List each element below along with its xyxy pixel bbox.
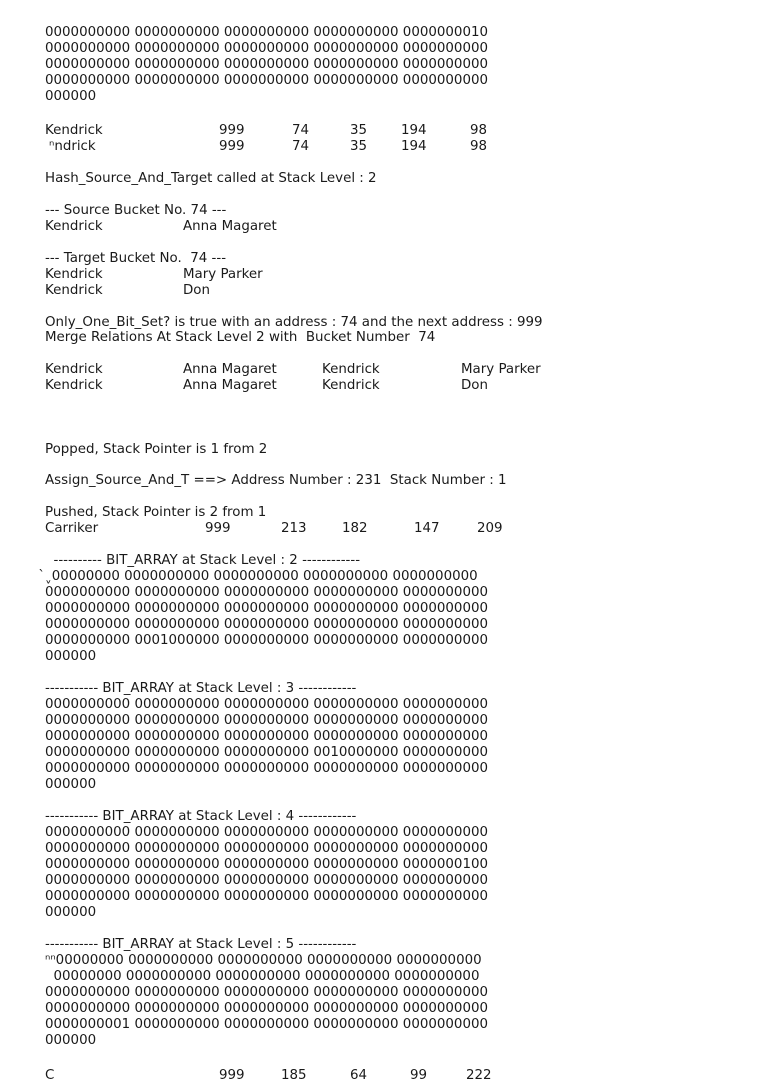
log-line: Only_One_Bit_Set? is true with an address : 74 and the next address : 999 — [45, 315, 543, 330]
bit-array-line: 0000000000 0000000000 0000000000 0000000000 0000000000 — [45, 57, 489, 72]
bit-array-line: 0000000000 0000000000 0000000000 0000000000 0000000000 — [45, 889, 489, 904]
record-name: Carriker — [45, 521, 99, 536]
record-name: C — [45, 1068, 55, 1083]
merge-cell: Don — [461, 378, 488, 393]
record-value: 35 — [350, 123, 368, 138]
bucket-value: Don — [183, 283, 210, 298]
bit-array-line: 0000000001 0000000000 0000000000 0000000000 0000000000 — [45, 1017, 489, 1032]
bit-array-header: ----------- BIT_ARRAY at Stack Level : 3 ------------ — [45, 681, 357, 696]
log-line: --- Target Bucket No. 74 --- — [45, 251, 227, 266]
merge-cell: Anna Magaret — [183, 378, 277, 393]
log-line: Popped, Stack Pointer is 1 from 2 — [45, 442, 268, 457]
record-name: Kendrick — [45, 123, 103, 138]
record-value: 213 — [281, 521, 307, 536]
log-line: Hash_Source_And_Target called at Stack Level : 2 — [45, 171, 377, 186]
bit-array-line: 000000 — [45, 777, 97, 792]
bit-array-line: 0000000000 0000000000 0000000000 0000000000 0000000000 — [45, 873, 489, 888]
record-value: 147 — [414, 521, 440, 536]
bit-array-line: 000000 — [45, 649, 97, 664]
log-line: --- Source Bucket No. 74 --- — [45, 203, 227, 218]
record-value: 185 — [281, 1068, 307, 1083]
bit-array-line: 000000 — [45, 89, 97, 104]
bit-array-line: 0000000000 0000000000 0000000000 0000000000 0000000000 — [45, 697, 489, 712]
record-value: 74 — [292, 123, 310, 138]
bit-array-line: 0000000000 0000000000 0000000000 0010000000 0000000000 — [45, 745, 489, 760]
bucket-value: Mary Parker — [183, 267, 263, 282]
bit-array-line: 0000000000 0000000000 0000000000 0000000000 0000000000 — [45, 585, 489, 600]
bit-array-line: 0000000000 0000000000 0000000000 0000000000 0000000100 — [45, 857, 489, 872]
record-name: ⁿndrick — [49, 139, 96, 154]
bit-array-line: 0000000000 0000000000 0000000000 0000000000 0000000000 — [45, 713, 489, 728]
record-value: 35 — [350, 139, 368, 154]
bit-array-line: 0000000000 0000000000 0000000000 0000000000 0000000000 — [45, 73, 489, 88]
record-value: 182 — [342, 521, 368, 536]
bit-array-line: 0000000000 0000000000 0000000000 0000000000 0000000010 — [45, 25, 489, 40]
bit-array-line: 0000000000 0000000000 0000000000 0000000000 0000000000 — [45, 1001, 489, 1016]
bit-array-line: 00000000 0000000000 0000000000 0000000000 0000000000 — [45, 969, 480, 984]
merge-cell: Anna Magaret — [183, 362, 277, 377]
bit-array-line: 0000000000 0001000000 0000000000 0000000000 0000000000 — [45, 633, 489, 648]
record-value: 222 — [466, 1068, 492, 1083]
bit-array-line: 0000000000 0000000000 0000000000 0000000000 0000000000 — [45, 825, 489, 840]
bit-array-line: 0000000000 0000000000 0000000000 0000000000 0000000000 — [45, 985, 489, 1000]
merge-cell: Mary Parker — [461, 362, 541, 377]
record-value: 999 — [219, 1068, 245, 1083]
bucket-value: Anna Magaret — [183, 219, 277, 234]
bit-array-header: ---------- BIT_ARRAY at Stack Level : 2 ------------ — [45, 553, 361, 568]
bit-array-line: 0000000000 0000000000 0000000000 0000000000 0000000000 — [45, 729, 489, 744]
bit-array-line: 000000 — [45, 1033, 97, 1048]
bucket-name: Kendrick — [45, 283, 103, 298]
record-value: 74 — [292, 139, 310, 154]
bit-array-line: 0000000000 0000000000 0000000000 0000000000 0000000000 — [45, 841, 489, 856]
merge-cell: Kendrick — [45, 362, 103, 377]
bucket-name: Kendrick — [45, 219, 103, 234]
log-line: Assign_Source_And_T ==> Address Number : 231 Stack Number : 1 — [45, 473, 507, 488]
record-value: 999 — [205, 521, 231, 536]
record-value: 64 — [350, 1068, 368, 1083]
bucket-name: Kendrick — [45, 267, 103, 282]
bit-array-line: 0000000000 0000000000 0000000000 0000000000 0000000000 — [45, 41, 489, 56]
cutoff-row — [0, 1064, 760, 1089]
merge-cell: Kendrick — [322, 362, 380, 377]
merge-cell: Kendrick — [322, 378, 380, 393]
record-value: 194 — [401, 139, 427, 154]
merge-cell: Kendrick — [45, 378, 103, 393]
bit-array-line: ⁿⁿ00000000 0000000000 0000000000 0000000000 0000000000 — [45, 953, 482, 968]
bit-array-line: 0000000000 0000000000 0000000000 0000000000 0000000000 — [45, 601, 489, 616]
bit-array-header: ----------- BIT_ARRAY at Stack Level : 5 ------------ — [45, 937, 357, 952]
bit-array-header: ----------- BIT_ARRAY at Stack Level : 4 ------------ — [45, 809, 357, 824]
record-value: 194 — [401, 123, 427, 138]
record-value: 999 — [219, 123, 245, 138]
record-value: 99 — [410, 1068, 428, 1083]
bit-array-line: 000000 — [45, 905, 97, 920]
record-value: 209 — [477, 521, 503, 536]
bit-array-line: ̀ˬ00000000 0000000000 0000000000 0000000000 0000000000 — [45, 569, 478, 584]
bit-array-line: 0000000000 0000000000 0000000000 0000000000 0000000000 — [45, 617, 489, 632]
bit-array-line: 0000000000 0000000000 0000000000 0000000000 0000000000 — [45, 761, 489, 776]
record-value: 999 — [219, 139, 245, 154]
record-value: 98 — [470, 139, 488, 154]
record-value: 98 — [470, 123, 488, 138]
log-line: Pushed, Stack Pointer is 2 from 1 — [45, 505, 267, 520]
log-line: Merge Relations At Stack Level 2 with Bucket Number 74 — [45, 330, 436, 345]
